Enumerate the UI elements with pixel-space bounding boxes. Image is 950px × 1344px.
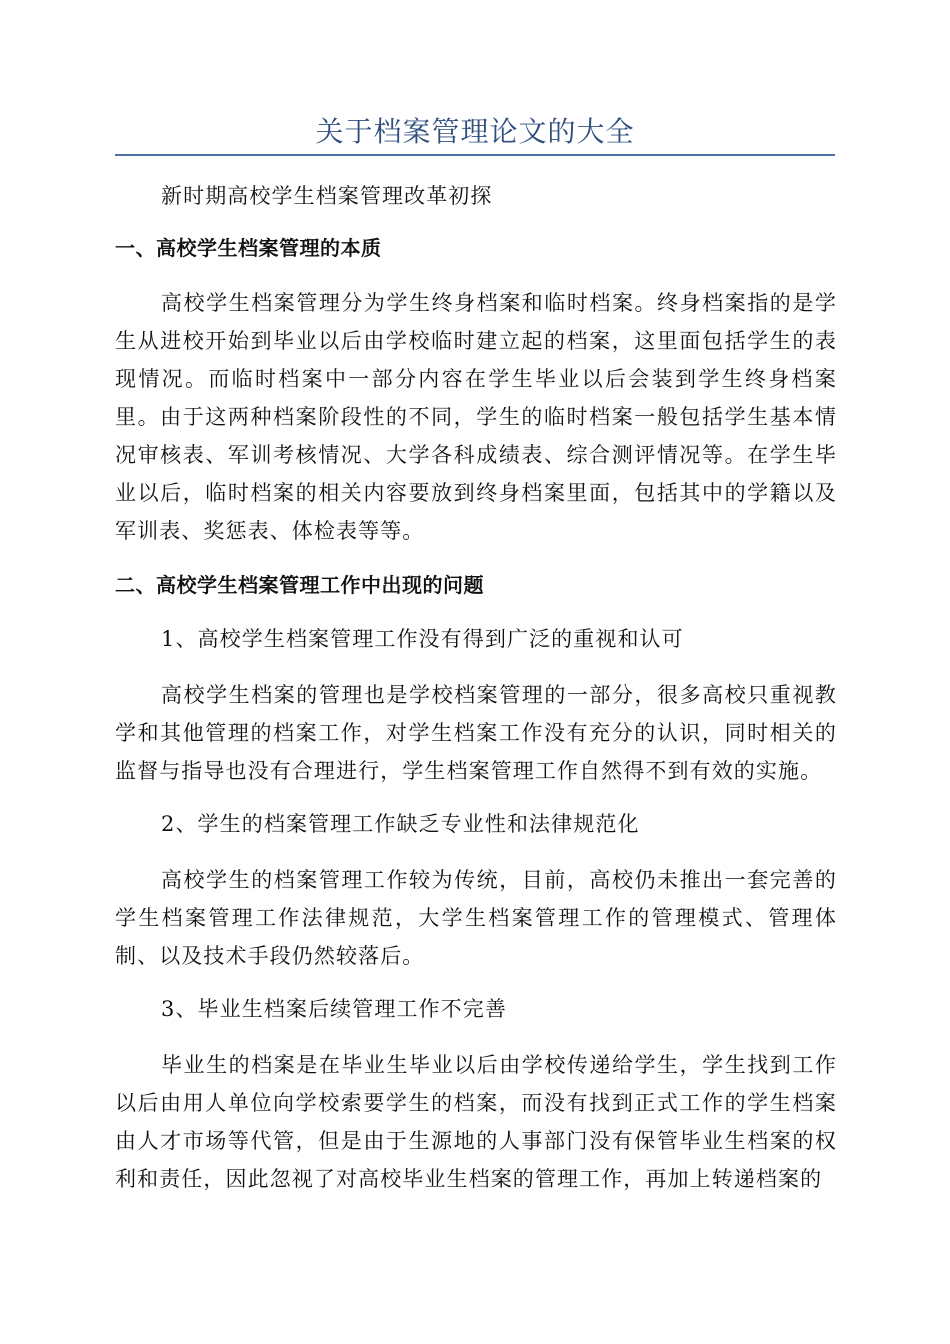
section-heading-1: 一、高校学生档案管理的本质: [115, 236, 382, 260]
subheading-3: 3、毕业生档案后续管理工作不完善: [161, 997, 507, 1021]
subheading-2: 2、学生的档案管理工作缺乏专业性和法律规范化: [161, 812, 640, 836]
subheading-1: 1、高校学生档案管理工作没有得到广泛的重视和认可: [161, 627, 684, 651]
title-underline: [115, 154, 835, 156]
item-1-paragraph: 高校学生档案的管理也是学校档案管理的一部分，很多高校只重视教学和其他管理的档案工作，对学生档案工作没有充分的认识，同时相关的监督与指导也没有合理进行，学生档案管理工作自然得不到有效的实施。: [115, 683, 837, 783]
document-title: 关于档案管理论文的大全: [315, 115, 635, 148]
item-2-paragraph: 高校学生的档案管理工作较为传统，目前，高校仍未推出一套完善的学生档案管理工作法律规范，大学生档案管理工作的管理模式、管理体制、以及技术手段仍然较落后。: [115, 868, 837, 968]
section-1-paragraph: 高校学生档案管理分为学生终身档案和临时档案。终身档案指的是学生从进校开始到毕业以后由学校临时建立起的档案，这里面包括学生的表现情况。而临时档案中一部分内容在学生毕业以后会装到学生终身档案里。由于这两种档案阶段性的不同，学生的临时档案一般包括学生基本情况审核表、军训考核情况、大学各科成绩表、综合测评情况等。在学生毕业以后，临时档案的相关内容要放到终身档案里面，包括其中的学籍以及军训表、奖惩表、体检表等等。: [115, 291, 837, 543]
document-subtitle: 新时期高校学生档案管理改革初探: [161, 184, 493, 208]
item-3-paragraph: 毕业生的档案是在毕业生毕业以后由学校传递给学生，学生找到工作以后由用人单位向学校索要学生的档案，而没有找到正式工作的学生档案由人才市场等代管，但是由于生源地的人事部门没有保管毕业生档案的权利和责任，因此忽视了对高校毕业生档案的管理工作，再加上转递档案的: [115, 1053, 837, 1191]
section-heading-2: 二、高校学生档案管理工作中出现的问题: [115, 573, 484, 597]
